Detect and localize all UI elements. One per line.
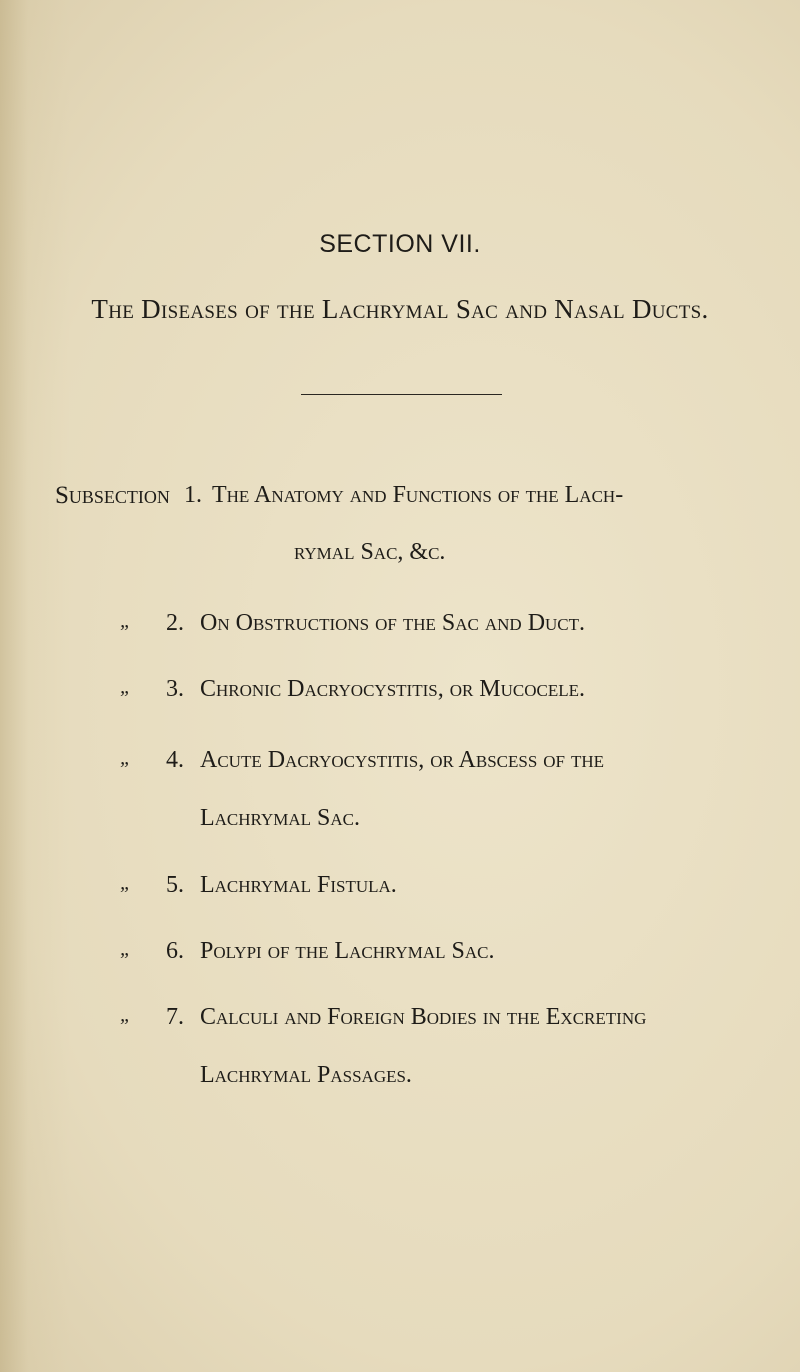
entry-number: 2.: [166, 610, 184, 636]
ditto-mark: „: [120, 610, 132, 632]
entry-text: Chronic Dacryocystitis, or Mucocele.: [200, 676, 586, 702]
ditto-mark: „: [120, 938, 132, 960]
entry-text: The Anatomy and Functions of the Lach-: [212, 482, 624, 508]
entry-text: Polypi of the Lachrymal Sac.: [200, 938, 495, 964]
ditto-mark: „: [120, 872, 132, 894]
entry-number: 4.: [166, 747, 184, 773]
entry-number: 5.: [166, 872, 184, 898]
entry-text: Lachrymal Fistula.: [200, 872, 397, 898]
entry-number: 6.: [166, 938, 184, 964]
entry-text-continued: Lachrymal Sac.: [200, 805, 360, 831]
entry-number: 1.: [184, 482, 202, 508]
entry-text: Acute Dacryocystitis, or Abscess of the: [200, 747, 605, 773]
entry-number: 3.: [166, 676, 184, 702]
ditto-mark: „: [120, 1004, 132, 1026]
entry-text-continued: Lachrymal Passages.: [200, 1062, 412, 1088]
ditto-mark: „: [120, 676, 132, 698]
subsection-label: Subsection: [55, 482, 170, 509]
entry-text: On Obstructions of the Sac and Duct.: [200, 610, 586, 636]
entry-number: 7.: [166, 1004, 184, 1030]
entry-text-continued: rymal Sac, &c.: [294, 539, 446, 565]
ditto-mark: „: [120, 747, 132, 769]
section-heading: SECTION VII.: [319, 230, 481, 258]
page-title: The Diseases of the Lachrymal Sac and Nasal Ducts.: [91, 294, 709, 324]
entry-text: Calculi and Foreign Bodies in the Excreting: [200, 1004, 647, 1030]
